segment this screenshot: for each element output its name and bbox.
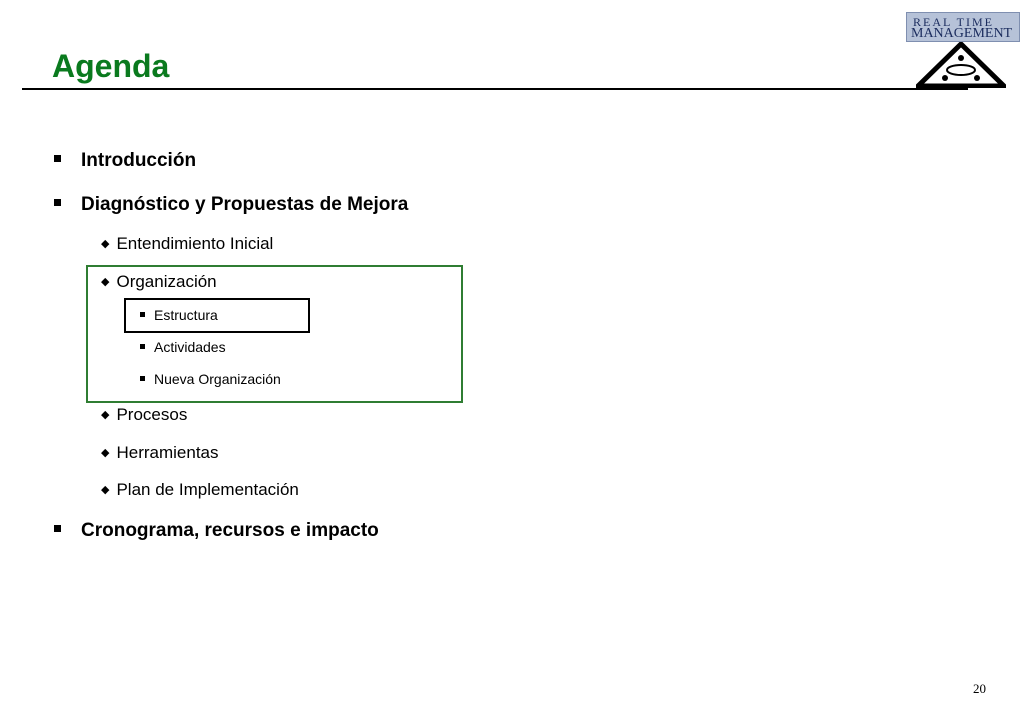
agenda-subitem-plan — [101, 480, 299, 500]
small-square-bullet-icon — [140, 312, 145, 317]
square-bullet-icon — [54, 525, 61, 532]
agenda-item-diagnostico — [54, 194, 408, 216]
agenda-item-label: Cronograma, recursos e impacto — [81, 520, 379, 541]
agenda-subitem-herramientas — [101, 443, 219, 463]
agenda-subitem-procesos — [101, 405, 187, 425]
agenda-subsubitem-label: Actividades — [154, 339, 226, 355]
agenda-subitem-label: Procesos — [116, 405, 188, 424]
agenda-subsubitem-label: Estructura — [154, 307, 218, 323]
agenda-subsubitem-label: Nueva Organización — [154, 371, 281, 387]
small-square-bullet-icon — [140, 344, 145, 349]
square-bullet-icon — [54, 199, 61, 206]
agenda-item-introduccion — [54, 150, 196, 172]
agenda-subsubitem-estructura — [140, 307, 218, 323]
diamond-bullet-icon: ◆ — [101, 238, 110, 250]
diamond-bullet-icon: ◆ — [101, 409, 110, 421]
agenda-item-label: Diagnóstico y Propuestas de Mejora — [81, 194, 409, 215]
small-square-bullet-icon — [140, 376, 145, 381]
diamond-bullet-icon: ◆ — [101, 484, 110, 496]
agenda-subitem-entendimiento — [101, 234, 273, 254]
company-logo — [904, 10, 1022, 90]
logo-banner — [906, 12, 1020, 42]
agenda-subitem-organizacion — [101, 272, 217, 292]
diamond-bullet-icon: ◆ — [101, 276, 110, 288]
agenda-item-label: Introducción — [81, 150, 197, 171]
agenda-subitem-label: Organización — [116, 272, 217, 291]
logo-triangle-icon — [916, 42, 1006, 88]
agenda-subsubitem-actividades — [140, 339, 226, 355]
logo-text-bottom: MANAGEMENT — [911, 26, 1013, 41]
agenda-subitem-label: Herramientas — [116, 443, 219, 462]
title-underline — [22, 88, 968, 90]
agenda-subitem-label: Plan de Implementación — [116, 480, 299, 499]
square-bullet-icon — [54, 155, 61, 162]
slide-title: Agenda — [52, 48, 170, 84]
agenda-subsubitem-nueva-organizacion — [140, 371, 281, 387]
logo-text-top: REAL TIME — [913, 15, 994, 29]
agenda-item-cronograma — [54, 520, 379, 542]
page-number: 20 — [973, 681, 986, 696]
diamond-bullet-icon: ◆ — [101, 447, 110, 459]
agenda-subitem-label: Entendimiento Inicial — [116, 234, 274, 253]
